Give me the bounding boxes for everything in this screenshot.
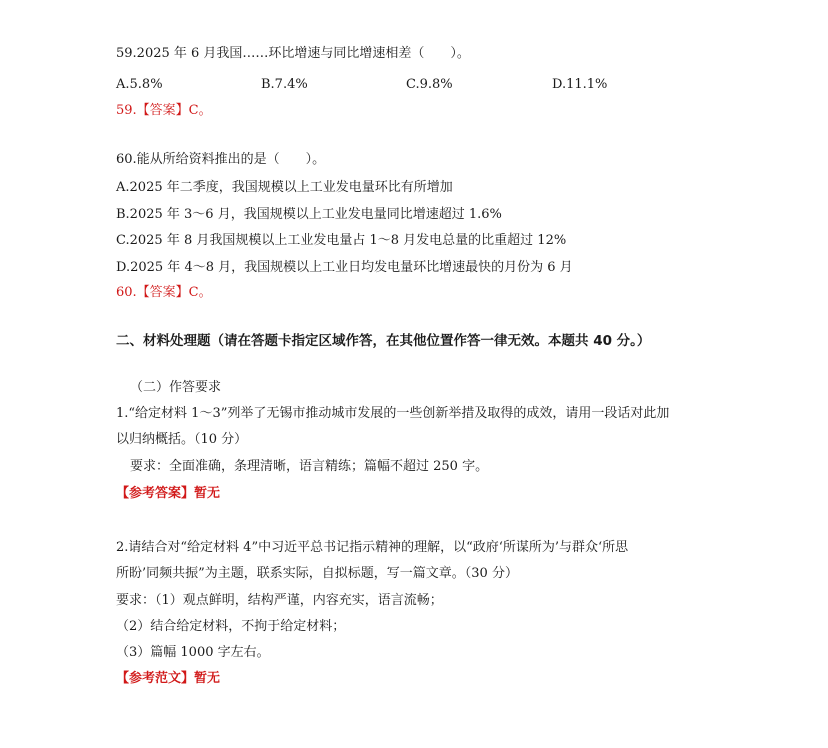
q59-stem: 59.2025 年 6 月我国……环比增速与同比增速相差（ ）。: [116, 46, 470, 61]
q59-option-c: C.9.8%: [406, 77, 453, 92]
q59-option-a: A.5.8%: [116, 77, 163, 92]
q59-option-b: B.7.4%: [261, 77, 308, 92]
q60-stem: 60.能从所给资料推出的是（ ）。: [116, 152, 326, 167]
s2-q2-req1: 要求：（1）观点鲜明，结构严谨，内容充实，语言流畅；: [116, 593, 443, 608]
s2-q2-answer: [116, 669, 220, 689]
s2-q1-line1: 1.“给定材料 1～3”列举了无锡市推动城市发展的一些创新举措及取得的成效，请用一段话对此加: [116, 406, 670, 421]
s2-q1-answer-label: 【参考答案】: [116, 486, 195, 501]
section-title: 二、材料处理题（请在答题卡指定区域作答，在其他位置作答一律无效。本题共 40 分。）: [116, 333, 651, 349]
s2-q1-answer-value: 暂无: [194, 486, 221, 501]
s2-q2-req3: （3）篇幅 1000 字左右。: [116, 645, 270, 660]
q60-option-a: A.2025 年二季度，我国规模以上工业发电量环比有所增加: [116, 180, 453, 195]
section-subheading: （二）作答要求: [130, 380, 222, 395]
q60-answer: 60.【答案】C。: [116, 285, 212, 300]
q60-option-b: B.2025 年 3～6 月，我国规模以上工业发电量同比增速超过 1.6%: [116, 207, 502, 222]
s2-q1-requirement: 要求：全面准确，条理清晰，语言精练；篇幅不超过 250 字。: [130, 459, 489, 474]
s2-q2-req2: （2）结合给定材料，不拘于给定材料；: [116, 619, 346, 634]
s2-q1-line2: 以归纳概括。（10 分）: [116, 432, 248, 447]
s2-q2-line2: 所盼’同频共振”为主题，联系实际，自拟标题，写一篇文章。（30 分）: [116, 566, 518, 581]
s2-q2-answer-value: 暂无: [194, 671, 221, 686]
s2-q2-line1: 2.请结合对“给定材料 4”中习近平总书记指示精神的理解，以“政府‘所谋所为’与群众‘所思: [116, 540, 629, 555]
q60-option-d: D.2025 年 4～8 月，我国规模以上工业日均发电量环比增速最快的月份为 6 月: [116, 260, 573, 275]
s2-q1-answer: [116, 484, 220, 504]
q59-answer: 59.【答案】C。: [116, 103, 212, 118]
q59-option-d: D.11.1%: [552, 77, 608, 92]
s2-q2-answer-label: 【参考范文】: [116, 671, 195, 686]
q60-option-c: C.2025 年 8 月我国规模以上工业发电量占 1～8 月发电总量的比重超过 12%: [116, 233, 567, 248]
